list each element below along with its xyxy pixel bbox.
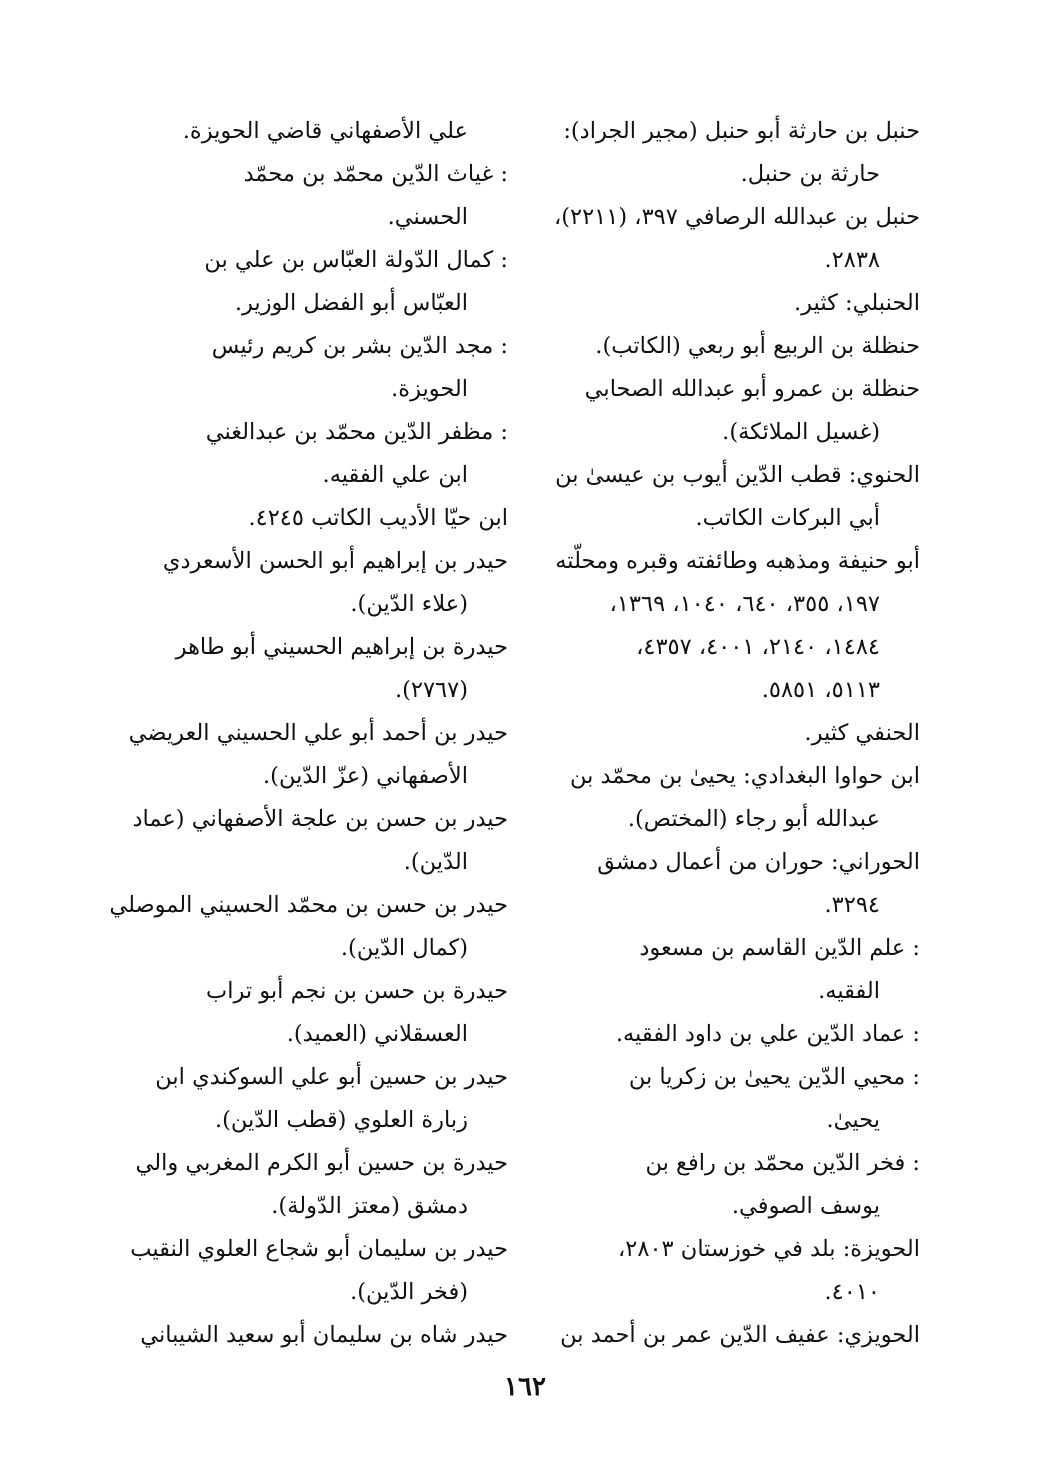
- index-entry-line: الحسني.: [387, 204, 468, 230]
- index-entry-line: (غسيل الملائكة).: [722, 419, 880, 445]
- index-entry-line: حيدرة بن إبراهيم الحسيني أبو طاهر: [175, 634, 508, 660]
- index-entry-line: حنبل بن عبدالله الرصافي ٣٩٧، (٢٢١١)،: [553, 204, 920, 230]
- index-entry-line: علي الأصفهاني قاضي الحويزة.: [182, 118, 468, 144]
- index-entry-line: الحويزي: عفيف الدّين عمر بن أحمد بن: [560, 1322, 920, 1348]
- index-entry-line: ٥١١٣، ٥٨٥١.: [761, 677, 880, 703]
- index-entry-line: حنظلة بن الربيع أبو ربعي (الكاتب).: [595, 333, 920, 359]
- index-entry-line: : عماد الدّين علي بن داود الفقيه.: [615, 1021, 920, 1047]
- index-entry-line: حيدر بن أحمد أبو علي الحسيني العريضي: [128, 720, 508, 746]
- index-entry-line: الحنبلي: كثير.: [793, 290, 920, 316]
- index-entry-line: حنظلة بن عمرو أبو عبدالله الصحابي: [584, 376, 920, 402]
- index-entry-line: ٤٠١٠.: [824, 1279, 880, 1305]
- index-entry-line: حيدر بن حسن بن محمّد الحسيني الموصلي: [109, 892, 508, 918]
- index-entry-line: : محيي الدّين يحيىٰ بن زكريا بن: [628, 1064, 920, 1090]
- index-entry-line: يوسف الصوفي.: [731, 1193, 880, 1219]
- index-entry-line: ابن علي الفقيه.: [322, 462, 468, 488]
- index-entry-line: العسقلاني (العميد).: [286, 1021, 468, 1047]
- index-entry-line: حيدرة بن حسن بن نجم أبو تراب: [206, 978, 508, 1004]
- index-entry-line: حنبل بن حارثة أبو حنبل (مجير الجراد):: [563, 118, 920, 144]
- index-column-left: [109, 110, 508, 1357]
- index-entry-line: : علم الدّين القاسم بن مسعود: [639, 935, 920, 961]
- index-entry-line: الأصفهاني (عزّ الدّين).: [263, 763, 468, 789]
- index-entry-line: دمشق (معتز الدّولة).: [271, 1193, 468, 1219]
- index-entry-line: الحوراني: حوران من أعمال دمشق: [597, 849, 920, 875]
- index-entry-line: ١٤٨٤، ٢١٤٠، ٤٠٠١، ٤٣٥٧،: [636, 634, 880, 660]
- index-entry-line: (علاء الدّين).: [350, 591, 468, 617]
- index-entry-line: أبو حنيفة ومذهبه وطائفته وقبره ومحلّته: [555, 548, 920, 574]
- index-column-right: [555, 110, 920, 1357]
- index-entry-line: ابن حواوا البغدادي: يحيىٰ بن محمّد بن: [570, 763, 920, 789]
- index-entry-line: (كمال الدّين).: [340, 935, 468, 961]
- index-entry-line: أبي البركات الكاتب.: [695, 505, 880, 531]
- index-entry-line: (فخر الدّين).: [350, 1279, 468, 1305]
- index-entry-line: : غياث الدّين محمّد بن محمّد: [243, 161, 508, 187]
- index-entry-line: العبّاس أبو الفضل الوزير.: [234, 290, 468, 316]
- index-entry-line: الدّين).: [403, 849, 468, 875]
- index-entry-line: ابن حيّا الأديب الكاتب ٤٢٤٥.: [248, 505, 508, 531]
- index-entry-line: ٣٢٩٤.: [824, 892, 880, 918]
- index-entry-line: الفقيه.: [818, 978, 880, 1004]
- index-entry-line: حيدر بن حسن بن علجة الأصفهاني (عماد: [132, 806, 508, 832]
- page-number: ١٦٢: [504, 1372, 546, 1402]
- index-entry-line: حيدر بن حسين أبو علي السوكندي ابن: [155, 1064, 508, 1090]
- index-entry-line: يحيىٰ.: [826, 1107, 880, 1133]
- index-entry-line: ٢٨٣٨.: [824, 247, 880, 273]
- index-entry-line: ١٩٧، ٣٥٥، ٦٤٠، ١٠٤٠، ١٣٦٩،: [609, 591, 880, 617]
- index-entry-line: حيدر بن إبراهيم أبو الحسن الأسعردي: [162, 548, 508, 574]
- index-entry-line: حيدرة بن حسين أبو الكرم المغربي والي: [135, 1150, 508, 1176]
- index-entry-line: : فخر الدّين محمّد بن رافع بن: [645, 1150, 920, 1176]
- index-entry-line: الحنفي كثير.: [804, 720, 920, 746]
- index-entry-line: حيدر بن سليمان أبو شجاع العلوي النقيب: [130, 1236, 508, 1262]
- index-entry-line: الحنوي: قطب الدّين أيوب بن عيسىٰ بن: [555, 462, 920, 488]
- index-entry-line: حارثة بن حنبل.: [740, 161, 880, 187]
- index-entry-line: الحويزة: بلد في خوزستان ٢٨٠٣،: [618, 1236, 920, 1262]
- index-entry-line: (٢٧٦٧).: [394, 677, 468, 703]
- index-entry-line: حيدر شاه بن سليمان أبو سعيد الشيباني: [140, 1322, 508, 1348]
- index-entry-line: الحويزة.: [391, 376, 468, 402]
- index-entry-line: : مظفر الدّين محمّد بن عبدالغني: [205, 419, 508, 445]
- index-entry-line: : كمال الدّولة العبّاس بن علي بن: [204, 247, 508, 273]
- index-entry-line: : مجد الدّين بشر بن كريم رئيس: [211, 333, 508, 359]
- index-entry-line: عبدالله أبو رجاء (المختص).: [627, 806, 880, 832]
- index-entry-line: زبارة العلوي (قطب الدّين).: [214, 1107, 468, 1133]
